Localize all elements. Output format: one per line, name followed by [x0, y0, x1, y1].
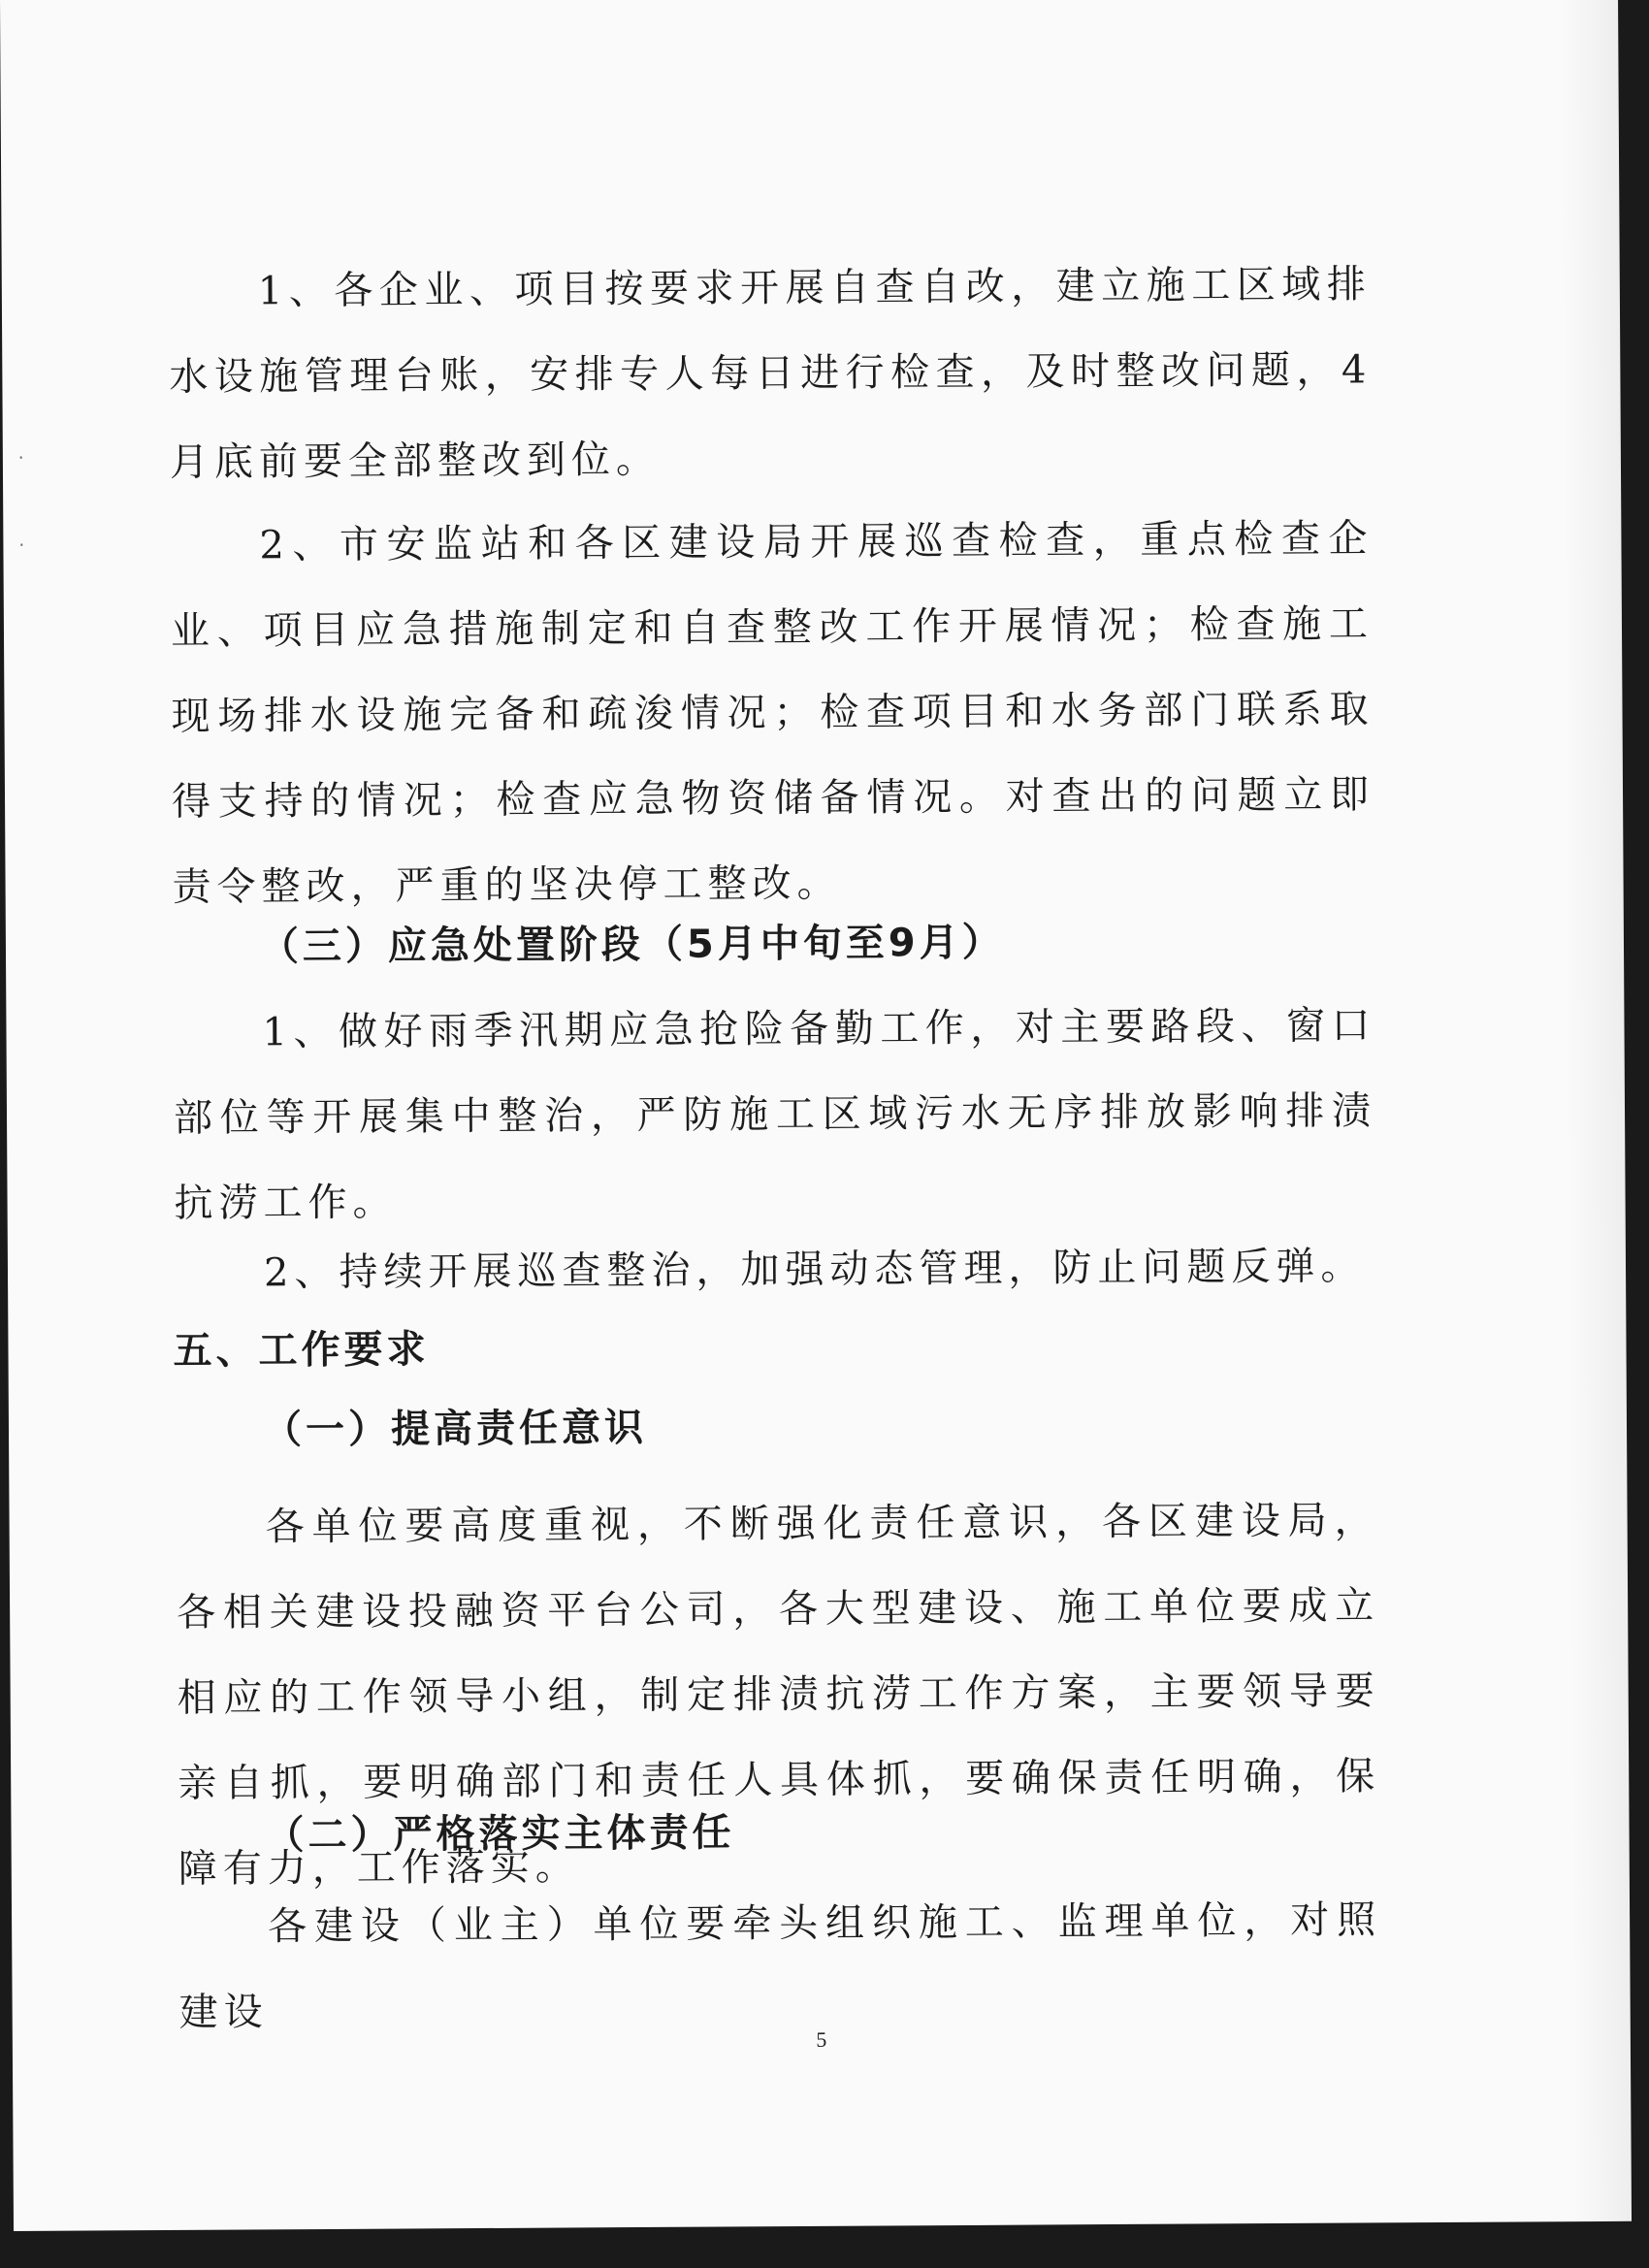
page-edge-shadow — [1560, 0, 1632, 2221]
paragraph-emergency-duty: 1、做好雨季汛期应急抢险备勤工作，对主要路段、窗口部位等开展集中整治，严防施工区域污水无序排放影响排渍抗涝工作。 — [173, 1003, 1377, 1226]
heading-responsibility-awareness: （一）提高责任意识 — [262, 1405, 648, 1453]
paragraph-patrol-inspection: 2、市安监站和各区建设局开展巡查检查，重点检查企业、项目应急措施制定和自查整改工作开展情况；检查施工现场排水设施完备和疏浚情况；检查项目和水务部门联系取得支持的情况；检查应急物资储备情况。对查出的问题立即责令整改，严重的坚决停工整改。 — [170, 516, 1375, 910]
paragraph-continuous-patrol: 2、持续开展巡查整治，加强动态管理，防止问题反弹。 — [263, 1244, 1366, 1296]
page-number: 5 — [816, 2026, 827, 2052]
paragraph-self-inspection: 1、各企业、项目按要求开展自查自改，建立施工区域排水设施管理台账，安排专人每日进行检查，及时整改问题，4月底前要全部整改到位。 — [169, 262, 1373, 485]
binding-mark: · — [18, 535, 25, 556]
heading-work-requirements: 五、工作要求 — [173, 1327, 430, 1374]
binding-mark: · — [17, 447, 24, 469]
heading-emergency-stage: （三）应急处置阶段（5月中旬至9月） — [259, 920, 1005, 970]
paragraph-responsibility-awareness: 各单位要高度重视，不断强化责任意识，各区建设局，各相关建设投融资平台公司，各大型建设、施工单位要成立相应的工作领导小组，制定排渍抗涝工作方案，主要领导要亲自抓，要明确部门和责任人具体抓，要确保责任明确，保障有力，工作落实。 — [177, 1498, 1381, 1892]
heading-main-responsibility: （二）严格落实主体责任 — [265, 1810, 735, 1859]
paragraph-main-responsibility: 各建设（业主）单位要牵头组织施工、监理单位，对照建设 — [178, 1897, 1382, 2035]
